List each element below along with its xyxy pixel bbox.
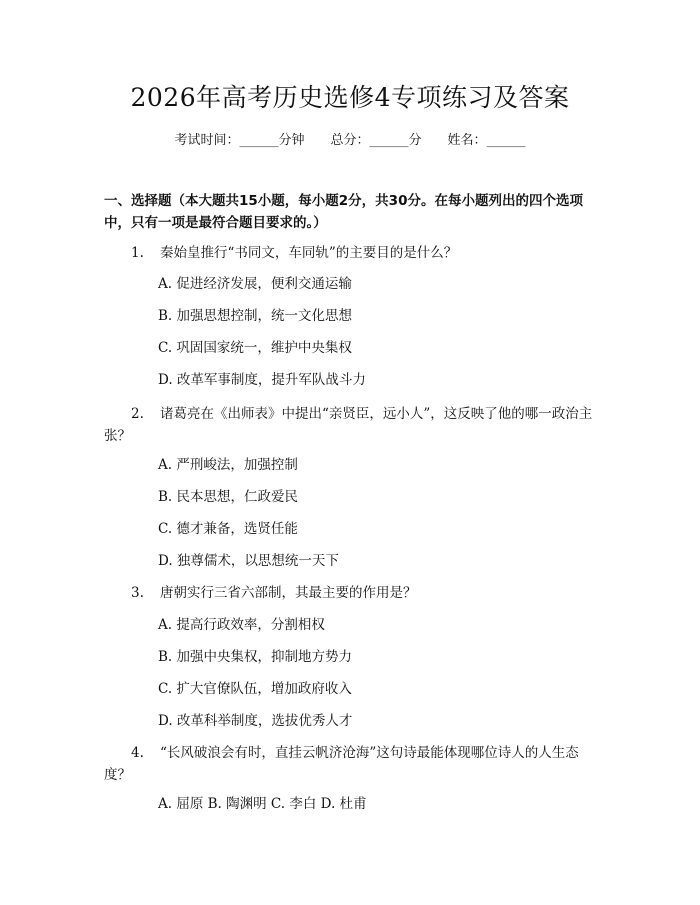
exam-time-field: 考试时间：______分钟 xyxy=(174,133,305,148)
option-2b: B. 民本思想，仁政爱民 xyxy=(158,489,299,505)
option-2d: D. 独尊儒术，以思想统一天下 xyxy=(158,553,339,569)
option-3d: D. 改革科举制度，选拔优秀人才 xyxy=(158,713,353,729)
question-number: 1. xyxy=(131,245,144,261)
question-4 xyxy=(104,742,600,786)
page-title: 2026年高考历史选修4专项练习及答案 xyxy=(130,83,570,112)
option-3b: B. 加强中央集权，抑制地方势力 xyxy=(158,649,353,665)
exam-info-line xyxy=(0,131,700,151)
option-3c: C. 扩大官僚队伍，增加政府收入 xyxy=(158,681,352,697)
option-1d: D. 改革军事制度，提升军队战斗力 xyxy=(158,372,366,388)
option-4-line: A. 屈原 B. 陶渊明 C. 李白 D. 杜甫 xyxy=(158,796,367,812)
option-3a: A. 提高行政效率，分割相权 xyxy=(158,617,325,633)
student-name-field: 姓名：______ xyxy=(447,133,526,148)
option-2a: A. 严刑峻法，加强控制 xyxy=(158,457,298,473)
option-1b: B. 加强思想控制，统一文化思想 xyxy=(158,308,353,324)
question-text: 唐朝实行三省六部制，其最主要的作用是？ xyxy=(160,585,417,601)
question-number: 4. xyxy=(131,745,144,761)
option-1c: C. 巩固国家统一，维护中央集权 xyxy=(158,340,352,356)
total-score-field: 总分：______分 xyxy=(330,133,422,148)
option-1a: A. 促进经济发展，便利交通运输 xyxy=(158,276,352,292)
question-1 xyxy=(104,242,600,264)
question-number: 3. xyxy=(131,585,144,601)
question-number: 2. xyxy=(131,406,144,422)
question-text: 诸葛亮在《出师表》中提出“亲贤臣，远小人”，这反映了他的哪一政治主张？ xyxy=(104,406,593,444)
question-text: 秦始皇推行“书同文，车同轨”的主要目的是什么？ xyxy=(160,245,458,261)
question-2 xyxy=(104,403,600,447)
question-3 xyxy=(104,582,600,604)
question-text: “长风破浪会有时，直挂云帆济沧海”这句诗最能体现哪位诗人的人生态度？ xyxy=(104,745,579,783)
option-2c: C. 德才兼备，选贤任能 xyxy=(158,521,298,537)
section-heading: 一、选择题（本大题共15小题，每小题2分，共30分。在每小题列出的四个选项中，只有一项是最符合题目要求的。） xyxy=(104,193,583,231)
